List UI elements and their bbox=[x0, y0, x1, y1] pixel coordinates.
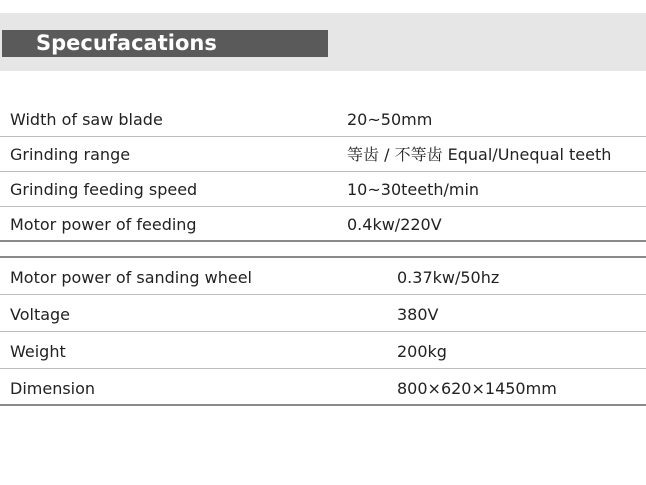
table-row bbox=[0, 137, 646, 172]
table-row bbox=[0, 102, 646, 137]
spec-value: 等齿 / 不等齿 Equal/Unequal teeth bbox=[347, 145, 612, 164]
table-row bbox=[0, 369, 646, 406]
spec-value: 380V bbox=[397, 305, 439, 324]
table-row bbox=[0, 295, 646, 332]
spec-label: Motor power of feeding bbox=[10, 215, 197, 234]
spec-label: Weight bbox=[10, 342, 66, 361]
table-row bbox=[0, 258, 646, 295]
spec-value: 0.37kw/50hz bbox=[397, 268, 500, 287]
table-row bbox=[0, 332, 646, 369]
table-row bbox=[0, 172, 646, 207]
spec-label: Dimension bbox=[10, 379, 96, 398]
spec-value: 20~50mm bbox=[347, 110, 433, 129]
spec-label: Grinding range bbox=[10, 145, 131, 164]
section-title: Specufacations bbox=[2, 30, 328, 57]
spec-label: Width of saw blade bbox=[10, 110, 163, 129]
spec-table-2 bbox=[0, 256, 646, 406]
spec-value: 800×620×1450mm bbox=[397, 379, 557, 398]
spec-label: Voltage bbox=[10, 305, 71, 324]
spec-value: 0.4kw/220V bbox=[347, 215, 442, 234]
table-row bbox=[0, 207, 646, 242]
spec-label: Grinding feeding speed bbox=[10, 180, 198, 199]
spec-value: 10~30teeth/min bbox=[347, 180, 480, 199]
spec-value: 200kg bbox=[397, 342, 447, 361]
spec-label: Motor power of sanding wheel bbox=[10, 268, 252, 287]
spec-table-1 bbox=[0, 102, 646, 242]
